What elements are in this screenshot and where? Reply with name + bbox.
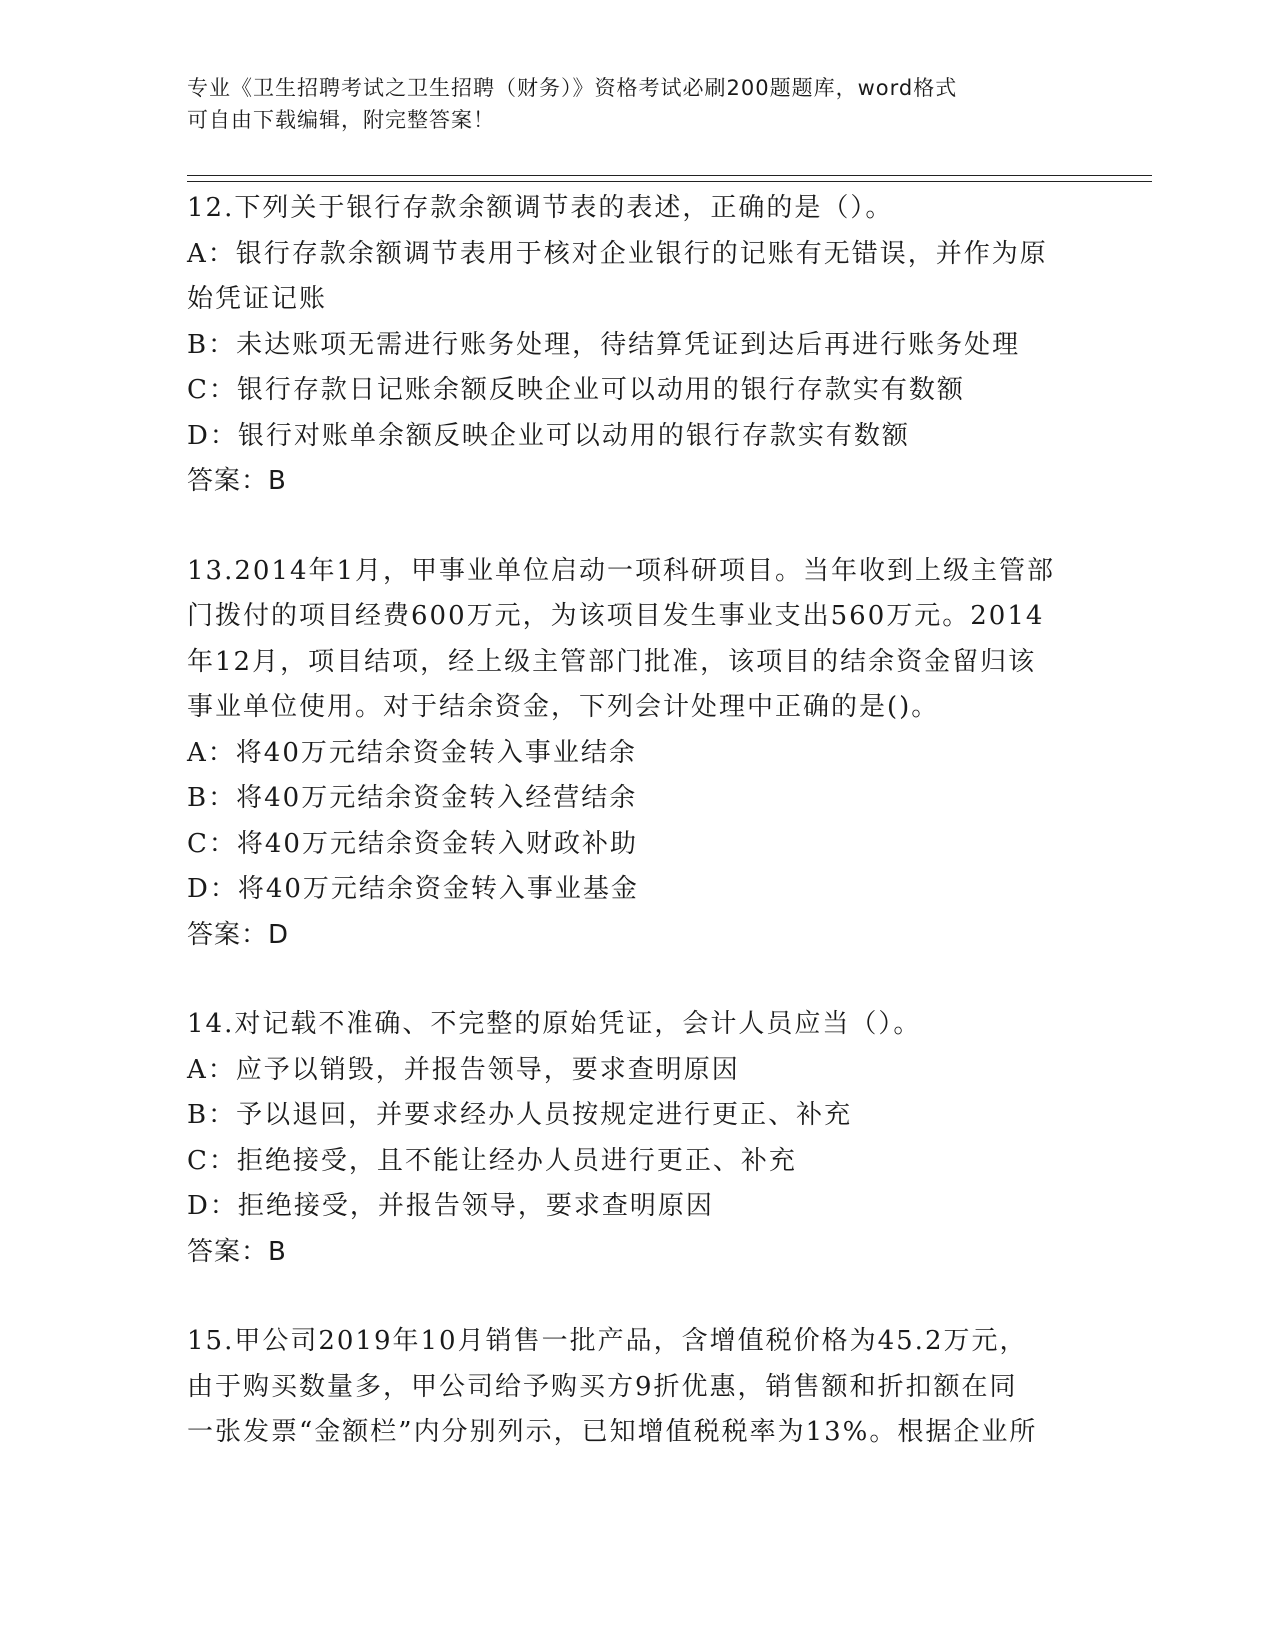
option-a: A：银行存款余额调节表用于核对企业银行的记账有无错误，并作为原 xyxy=(187,238,1048,269)
answer: 答案：D xyxy=(187,919,290,950)
question-text: 由于购买数量多，甲公司给予购买方9折优惠，销售额和折扣额在同 xyxy=(187,1371,1018,1402)
question-text: 门拨付的项目经费600万元，为该项目发生事业支出560万元。2014 xyxy=(187,601,1045,631)
question-text: 15.甲公司2019年10月销售一批产品，含增值税价格为45.2万元， xyxy=(187,1326,1028,1356)
option-a-continued: 始凭证记账 xyxy=(187,284,328,314)
header-line-1: 专业《卫生招聘考试之卫生招聘（财务）》资格考试必刷200题题库，word格式 xyxy=(187,76,958,100)
question-text: 12.下列关于银行存款余额调节表的表述，正确的是（）。 xyxy=(187,193,894,223)
option-b: B：将40万元结余资金转入经营结余 xyxy=(187,783,638,813)
option-c: C：将40万元结余资金转入财政补助 xyxy=(187,828,638,859)
option-b: B：予以退回，并要求经办人员按规定进行更正、补充 xyxy=(187,1100,853,1130)
option-a: A：将40万元结余资金转入事业结余 xyxy=(187,737,637,768)
question-13 xyxy=(187,549,1087,959)
question-text: 13.2014年1月，甲事业单位启动一项科研项目。当年收到上级主管部 xyxy=(187,555,1056,586)
question-12 xyxy=(187,186,1087,505)
header-line-2: 可自由下载编辑，附完整答案！ xyxy=(187,108,495,132)
option-c: C：拒绝接受，且不能让经办人员进行更正、补充 xyxy=(187,1145,797,1176)
option-d: D：银行对账单余额反映企业可以动用的银行存款实有数额 xyxy=(187,420,910,451)
header-divider xyxy=(187,175,1152,182)
document-header xyxy=(187,72,1067,136)
answer: 答案：B xyxy=(187,1236,287,1267)
question-14 xyxy=(187,1002,1087,1275)
question-text: 事业单位使用。对于结余资金，下列会计处理中正确的是()。 xyxy=(187,692,940,722)
question-text: 年12月，项目结项，经上级主管部门批准，该项目的结余资金留归该 xyxy=(187,646,1037,677)
answer: 答案：B xyxy=(187,466,287,496)
option-c: C：银行存款日记账余额反映企业可以动用的银行存款实有数额 xyxy=(187,375,965,405)
option-d: D：拒绝接受，并报告领导，要求查明原因 xyxy=(187,1191,714,1221)
question-list xyxy=(187,186,1087,1456)
question-text: 一张发票“金额栏”内分别列示，已知增值税税率为13%。根据企业所 xyxy=(187,1417,1038,1447)
question-text: 14.对记载不准确、不完整的原始凭证，会计人员应当（）。 xyxy=(187,1009,922,1039)
option-b: B：未达账项无需进行账务处理，待结算凭证到达后再进行账务处理 xyxy=(187,329,1021,360)
question-15 xyxy=(187,1319,1087,1456)
option-d: D：将40万元结余资金转入事业基金 xyxy=(187,874,639,904)
option-a: A：应予以销毁，并报告领导，要求查明原因 xyxy=(187,1054,740,1085)
